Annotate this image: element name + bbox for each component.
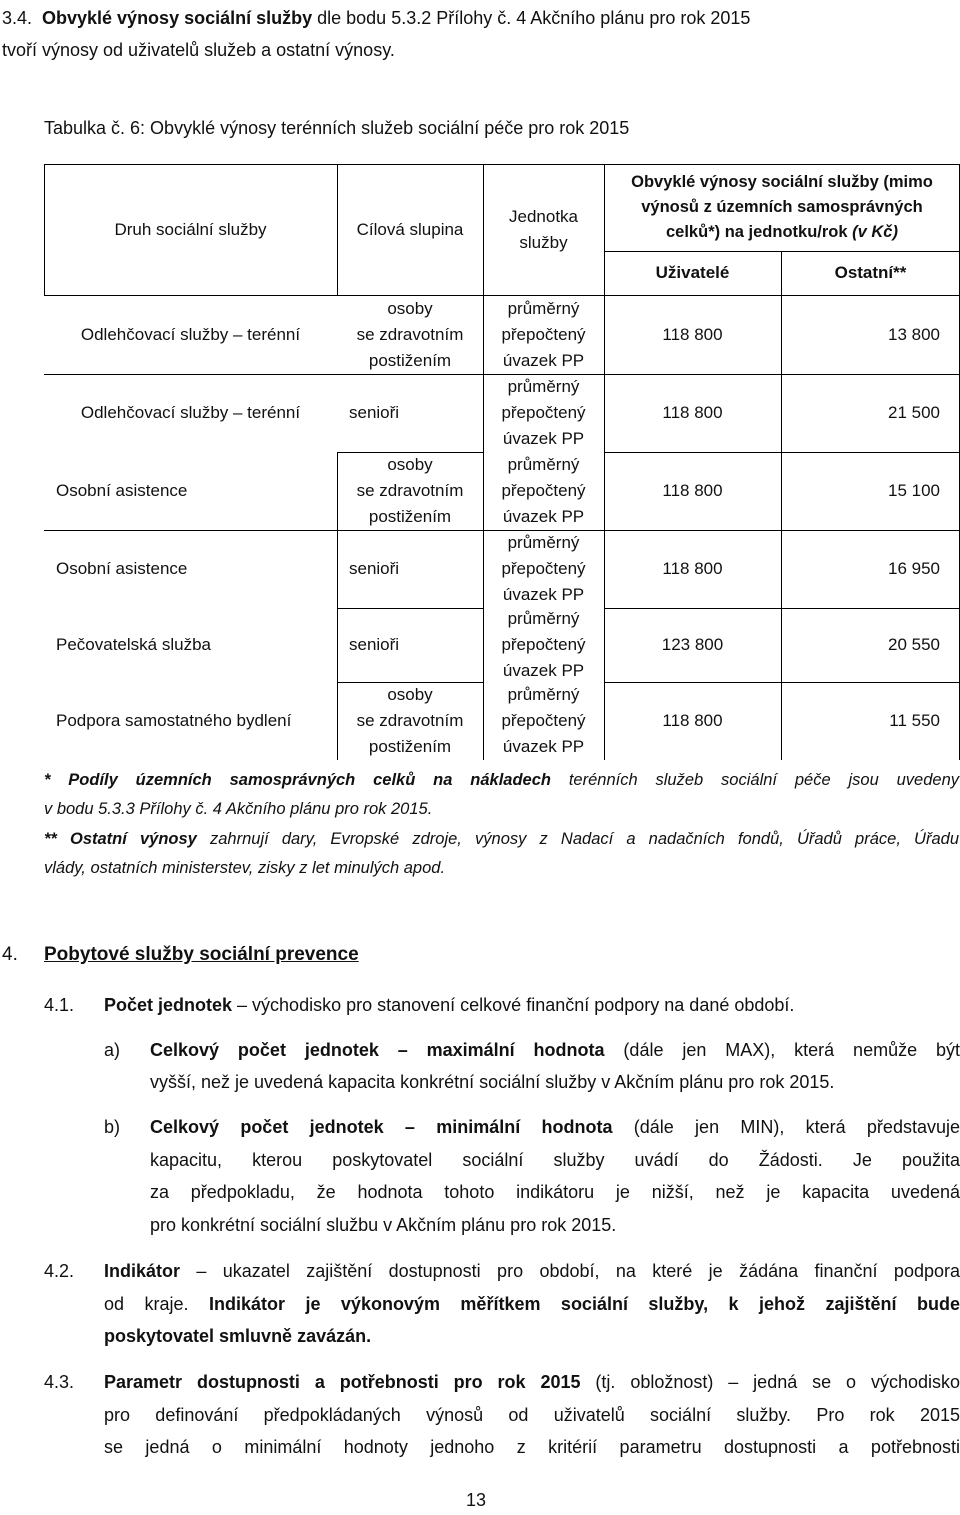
section-4-3-text: (tj. obložnost) – jedná se o východisko <box>580 1372 960 1392</box>
jednotka-line: přepočtený <box>501 403 586 422</box>
item-b-text: (dále jen MIN), která představuje <box>612 1117 960 1137</box>
cilova-line: osoby <box>387 455 433 474</box>
cilova-line: postižením <box>368 507 452 526</box>
jednotka-line: úvazek PP <box>502 350 585 370</box>
section-4-2-line2-bold: Indikátor je výkonovým měřítkem sociální služby, k jehož zajištění bude <box>208 1293 960 1314</box>
item-b <box>104 1111 960 1241</box>
footnote-2-line2: vlády, ostatních ministerstev, zisky z let minulých apod. <box>44 859 446 877</box>
table-row-uzivatele: 118 800 <box>662 324 723 344</box>
header-uzivatele: Uživatelé <box>655 263 730 282</box>
item-a-bold: Celkový počet jednotek – maximální hodnota <box>150 1040 605 1060</box>
table-row-ostatni: 16 950 <box>888 559 940 578</box>
cilova-line: se zdravotním <box>356 324 464 344</box>
jednotka-line: úvazek PP <box>502 429 585 448</box>
section-text-line2: tvoří výnosy od uživatelů služeb a ostatní výnosy. <box>2 40 395 60</box>
table-row-uzivatele: 123 800 <box>661 635 724 654</box>
footnote-2-text: zahrnují dary, Evropské zdroje, výnosy z Nadací a nadačních fondů, Úřadů práce, Úřadu <box>196 830 960 848</box>
item-b-line4: pro konkrétní sociální službu v Akčním plánu pro rok 2015. <box>150 1214 617 1235</box>
footnote-1-text: terénních služeb sociální péče jsou uvedeny <box>550 771 960 789</box>
section-text: dle bodu 5.3.2 Přílohy č. 4 Akčního plánu pro rok 2015 <box>312 8 751 28</box>
item-b-label: b) <box>104 1117 121 1137</box>
section-3-4 <box>2 2 960 66</box>
table-row-ostatni: 21 500 <box>888 403 940 422</box>
header-vynosy-unit: (v Kč) <box>847 223 898 241</box>
item-a-text: (dále jen MAX), která nemůže být <box>604 1040 960 1060</box>
table-row-ostatni: 15 100 <box>888 481 940 500</box>
section-4-3-number: 4.3. <box>44 1372 75 1392</box>
table-row-druh: Odlehčovací služby – terénní <box>80 324 301 344</box>
jednotka-line: úvazek PP <box>502 507 585 526</box>
section-4-1-bold: Počet jednotek <box>104 995 233 1015</box>
table-row-jednotka <box>483 374 604 452</box>
cilova-line: se zdravotním <box>356 711 464 730</box>
jednotka-line: úvazek PP <box>502 661 585 680</box>
table-row-ostatni: 20 550 <box>888 635 940 654</box>
section-4-1-text: – východisko pro stanovení celkové finanční podpory na dané období. <box>232 995 795 1015</box>
cilova-line: osoby <box>387 685 433 704</box>
table-row-cilova: senioři <box>349 635 400 654</box>
table-row-druh: Pečovatelská služba <box>56 635 211 654</box>
table-row-cilova: senioři <box>349 403 400 422</box>
section-4-2 <box>44 1255 960 1353</box>
cilova-line: osoby <box>387 298 433 318</box>
table-caption: Tabulka č. 6: Obvyklé výnosy terénních služeb sociální péče pro rok 2015 <box>44 118 630 138</box>
table-row-ostatni: 13 800 <box>888 324 940 344</box>
table-row-druh: Podpora samostatného bydlení <box>56 711 292 730</box>
item-b-line2: kapacitu, kterou poskytovatel sociální služby uvádí do Žádosti. Je použita <box>150 1149 960 1170</box>
footnote-1 <box>44 766 959 824</box>
table-row-uzivatele: 118 800 <box>662 559 723 578</box>
footnote-1-bold: * Podíly územních samosprávných celků na nákladech <box>44 771 551 789</box>
section-4-3-line2: pro definování předpokládaných výnosů od uživatelů sociální služby. Pro rok 2015 <box>104 1404 960 1425</box>
section-title-bold: Obvyklé výnosy sociální služby <box>42 8 313 28</box>
table-row-uzivatele: 118 800 <box>662 711 723 730</box>
jednotka-line: přepočtený <box>501 711 586 730</box>
header-cilova: Cílová slupina <box>356 219 464 239</box>
table-row-druh: Osobní asistence <box>56 559 188 578</box>
jednotka-line: průměrný <box>507 609 580 628</box>
footnote-1-line2: v bodu 5.3.3 Přílohy č. 4 Akčního plánu pro rok 2015. <box>44 800 433 818</box>
section-4-title: Pobytové služby sociální prevence <box>44 944 359 965</box>
header-vynosy-l3: celků*) na jednotku/rok <box>666 223 848 241</box>
jednotka-line: úvazek PP <box>502 737 585 756</box>
section-4-number: 4. <box>2 944 18 965</box>
section-4-3 <box>44 1366 960 1464</box>
table-row-jednotka <box>483 608 604 682</box>
jednotka-line: průměrný <box>507 533 580 552</box>
section-4-1 <box>44 989 960 1021</box>
cilova-line: se zdravotním <box>356 481 464 500</box>
jednotka-line: průměrný <box>507 377 580 396</box>
jednotka-line: průměrný <box>507 685 580 704</box>
section-4-2-line3-bold: poskytovatel smluvně zavázán. <box>104 1326 372 1346</box>
jednotka-line: úvazek PP <box>502 585 585 604</box>
jednotka-line: přepočtený <box>501 635 586 654</box>
item-a-label: a) <box>104 1040 121 1060</box>
header-vynosy-l2: výnosů z územních samosprávných <box>641 198 923 216</box>
item-b-line3: za předpokladu, že hodnota tohoto indikátoru je nižší, než je kapacita uvedená <box>150 1182 960 1202</box>
section-4-2-bold: Indikátor <box>104 1261 181 1281</box>
table-row-jednotka <box>483 452 604 530</box>
table-row-cilova <box>337 682 483 760</box>
section-4-2-number: 4.2. <box>44 1261 75 1281</box>
item-a <box>104 1034 960 1098</box>
jednotka-line: přepočtený <box>501 481 586 500</box>
section-4-2-text: – ukazatel zajištění dostupnosti pro období, na které je žádána finanční podpora <box>180 1261 960 1281</box>
jednotka-line: průměrný <box>507 298 580 318</box>
header-ostatni: Ostatní** <box>834 263 907 282</box>
section-4-3-line3: se jedná o minimální hodnoty jednoho z kritérií parametru dostupnosti a potřebnosti <box>104 1437 960 1457</box>
revenue-table <box>44 164 960 760</box>
section-4-1-number: 4.1. <box>44 995 75 1015</box>
table-row-uzivatele: 118 800 <box>662 403 723 422</box>
header-jednotka <box>483 164 604 295</box>
jednotka-line: přepočtený <box>501 559 586 578</box>
item-a-line2: vyšší, než je uvedená kapacita konkrétní sociální služby v Akčním plánu pro rok 2015. <box>150 1072 835 1092</box>
header-jednotka-l2: služby <box>519 232 568 252</box>
cilova-line: postižením <box>368 350 452 370</box>
footnote-2-bold: ** Ostatní výnosy <box>44 830 197 848</box>
cilova-line: postižením <box>368 737 452 756</box>
header-druh: Druh sociální služby <box>114 219 267 239</box>
table-row-druh: Odlehčovací služby – terénní <box>80 403 301 422</box>
header-jednotka-l1: Jednotka <box>509 206 578 226</box>
table-row-uzivatele: 118 800 <box>662 481 723 500</box>
header-vynosy <box>604 164 960 251</box>
jednotka-line: přepočtený <box>501 324 586 344</box>
table-row-jednotka <box>483 682 604 760</box>
table-row-cilova: senioři <box>349 559 400 578</box>
page-number: 13 <box>466 1490 487 1510</box>
section-4-2-line2: od kraje. <box>104 1293 209 1314</box>
table-row-jednotka <box>483 530 604 608</box>
table-row-ostatni: 11 550 <box>889 711 940 730</box>
section-4-3-bold: Parametr dostupnosti a potřebnosti pro rok 2015 <box>104 1372 581 1392</box>
header-vynosy-l1: Obvyklé výnosy sociální služby (mimo <box>631 173 933 191</box>
table-row-cilova <box>337 295 483 374</box>
section-number: 3.4. <box>2 8 33 28</box>
table-row-cilova <box>337 452 483 530</box>
section-4-heading <box>2 944 359 966</box>
jednotka-line: průměrný <box>507 455 580 474</box>
item-b-bold: Celkový počet jednotek – minimální hodnota <box>150 1117 613 1137</box>
table-row-druh: Osobní asistence <box>56 481 188 500</box>
footnote-2 <box>44 825 959 883</box>
table-row-jednotka <box>483 295 604 374</box>
